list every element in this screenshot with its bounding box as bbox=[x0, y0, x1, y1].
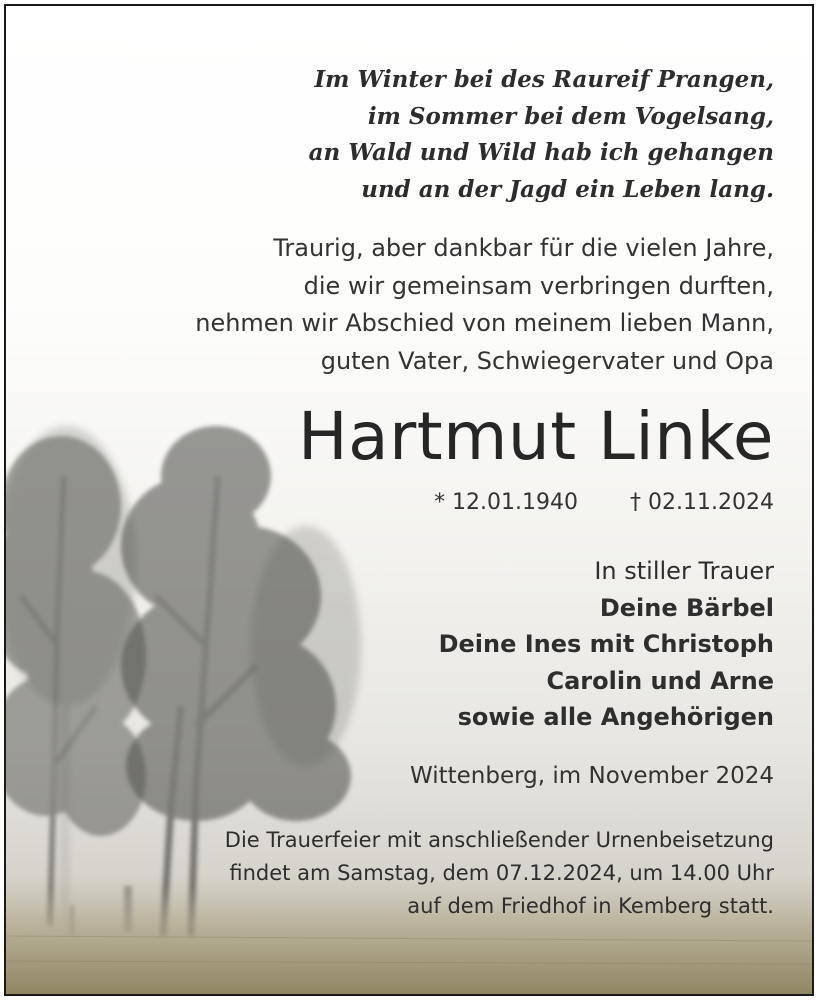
poem-line: an Wald und Wild hab ich gehangen bbox=[308, 139, 774, 166]
intro-text bbox=[195, 230, 774, 380]
poem-line: im Sommer bei dem Vogelsang, bbox=[367, 102, 774, 130]
intro-line: guten Vater, Schwiegervater und Opa bbox=[320, 346, 774, 375]
intro-line: nehmen wir Abschied von meinem lieben Mann, bbox=[195, 309, 774, 337]
funeral-service-info bbox=[225, 824, 774, 923]
mourner-name: Deine Ines mit Christoph bbox=[438, 630, 774, 658]
mourner-name: Carolin und Arne bbox=[546, 666, 774, 695]
deceased-name: Hartmut Linke bbox=[298, 398, 774, 475]
mourner-name: Deine Bärbel bbox=[599, 593, 774, 622]
mourning-heading: In stiller Trauer bbox=[594, 557, 774, 585]
obituary-frame bbox=[4, 4, 814, 996]
mourner-name: sowie alle Angehörigen bbox=[457, 703, 774, 731]
life-dates bbox=[434, 490, 774, 515]
intro-line: die wir gemeinsam verbringen durften, bbox=[303, 271, 774, 300]
poem-verse bbox=[309, 62, 774, 208]
intro-line: Traurig, aber dankbar für die vielen Jahre, bbox=[273, 234, 774, 262]
poem-line: und an der Jagd ein Leben lang. bbox=[361, 175, 774, 203]
death-date: † 02.11.2024 bbox=[630, 490, 774, 515]
poem-line: Im Winter bei des Raureif Prangen, bbox=[314, 66, 774, 93]
place-and-date: Wittenberg, im November 2024 bbox=[409, 763, 774, 789]
birth-date: * 12.01.1940 bbox=[434, 490, 579, 515]
service-line: findet am Samstag, dem 07.12.2024, um 14.00 Uhr bbox=[229, 861, 774, 885]
service-line: auf dem Friedhof in Kemberg statt. bbox=[407, 894, 774, 918]
mourners-block bbox=[439, 553, 774, 736]
service-line: Die Trauerfeier mit anschließender Urnenbeisetzung bbox=[224, 828, 774, 852]
